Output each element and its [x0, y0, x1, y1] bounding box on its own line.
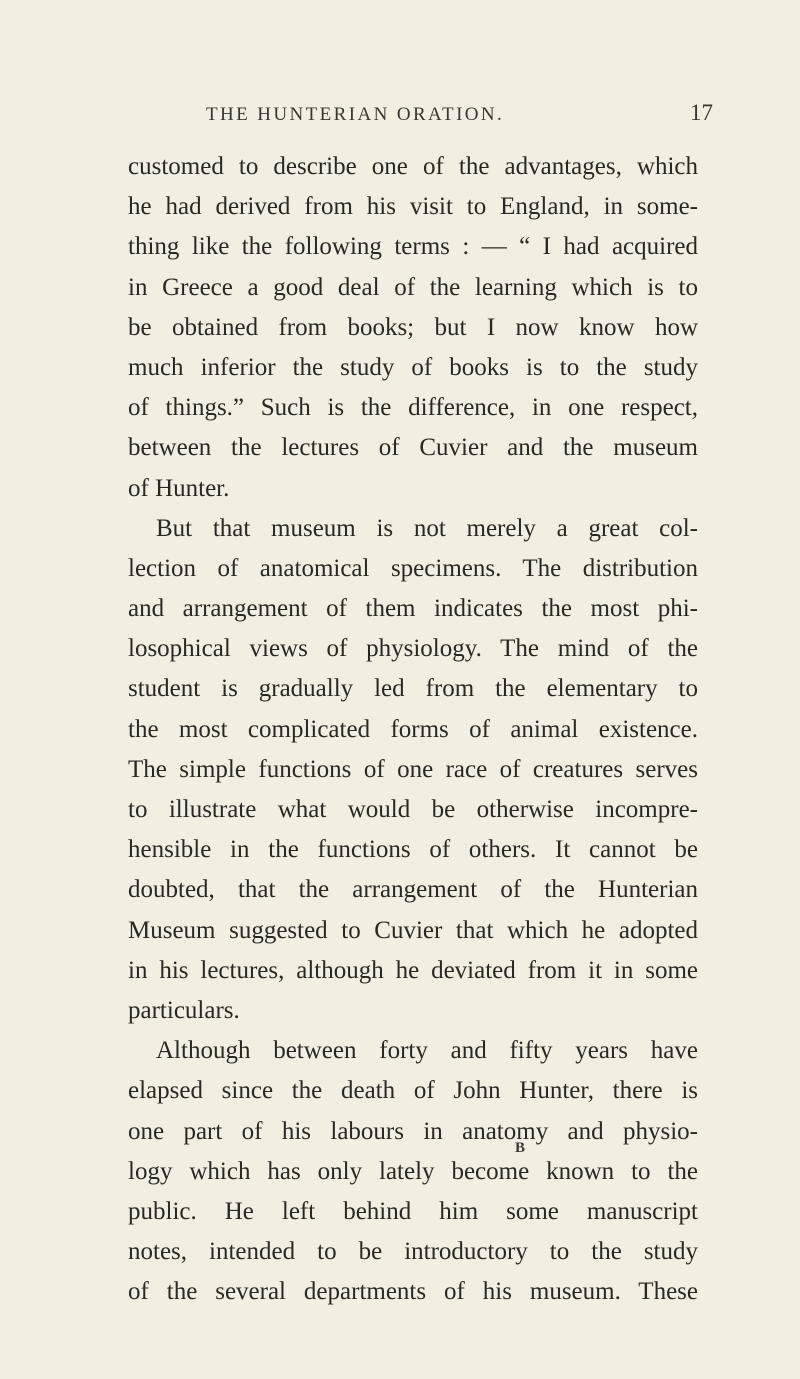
text-line: particulars.	[128, 996, 240, 1024]
text-line: in his lectures, although he deviated from it in some	[128, 956, 698, 984]
text-line: Although between forty and fifty years have	[156, 1037, 698, 1065]
text-line: notes, intended to be introductory to the study	[128, 1238, 698, 1266]
text-line: logy which has only lately become known to the	[128, 1157, 698, 1185]
text-line: much inferior the study of books is to the study	[128, 353, 698, 381]
text-line: But that museum is not merely a great col-	[156, 514, 698, 542]
text-line: lection of anatomical specimens. The distribution	[128, 554, 698, 582]
text-line: of the several departments of his museum. These	[128, 1278, 698, 1306]
text-line: to illustrate what would be otherwise incompre-	[128, 796, 698, 823]
text-line: customed to describe one of the advantages, which	[128, 153, 698, 180]
text-line: the most complicated forms of animal existence.	[128, 715, 698, 743]
text-line: public. He left behind him some manuscript	[128, 1197, 698, 1225]
text-line: Museum suggested to Cuvier that which he adopted	[128, 916, 698, 944]
text-line: be obtained from books; but I now know how	[128, 313, 698, 341]
signature-mark: B	[515, 1140, 526, 1156]
text-line: thing like the following terms : — “ I had acquired	[128, 233, 698, 261]
text-line: of Hunter.	[128, 474, 230, 502]
text-line: hensible in the functions of others. It cannot be	[128, 836, 698, 864]
running-head: THE HUNTERIAN ORATION.	[206, 104, 505, 125]
text-line: student is gradually led from the elementary to	[128, 675, 698, 703]
text-line: one part of his labours in anatomy and physio-	[128, 1117, 698, 1145]
text-line: and arrangement of them indicates the most phi-	[128, 595, 698, 623]
text-line: losophical views of physiology. The mind of the	[128, 635, 698, 663]
body-text	[128, 147, 698, 1312]
text-line: The simple functions of one race of creatures serves	[128, 755, 698, 783]
text-line: in Greece a good deal of the learning which is to	[128, 273, 698, 301]
text-line: of things.” Such is the difference, in one respect,	[128, 394, 698, 422]
text-line: doubted, that the arrangement of the Hunterian	[128, 876, 698, 904]
text-line: he had derived from his visit to England, in some-	[128, 193, 698, 221]
text-line: elapsed since the death of John Hunter, there is	[128, 1077, 698, 1105]
text-line: between the lectures of Cuvier and the museum	[128, 434, 698, 462]
page-number: 17	[690, 100, 713, 125]
